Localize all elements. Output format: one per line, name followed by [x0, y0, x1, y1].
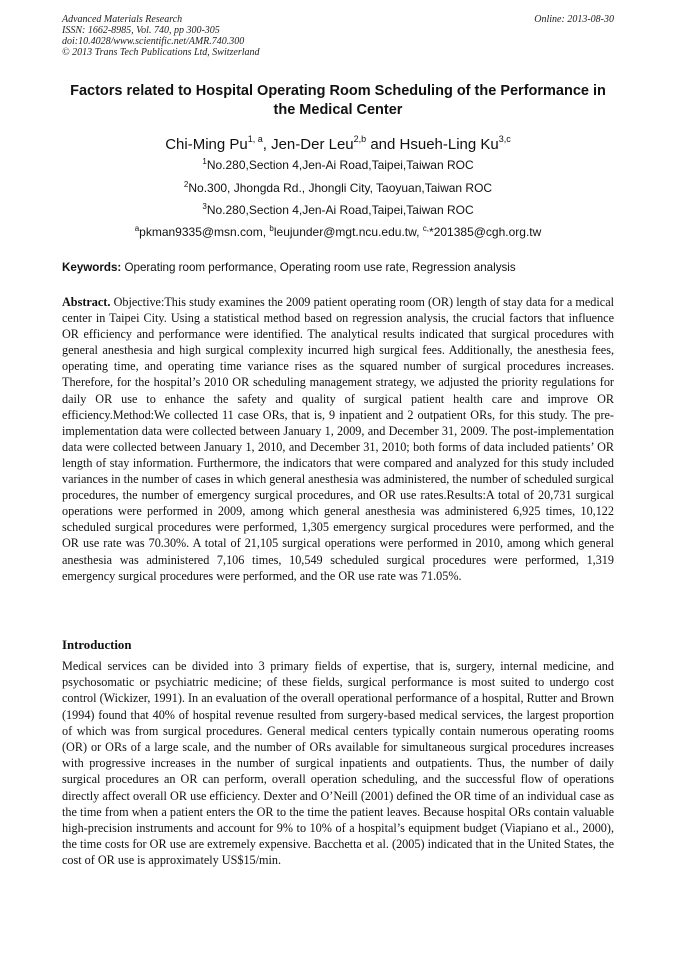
journal-header [62, 14, 614, 58]
author-name: Jen-Der Leu [271, 136, 354, 153]
doi-line: doi:10.4028/www.scientific.net/AMR.740.300 [62, 36, 245, 47]
email-line [62, 222, 614, 239]
email-marker: b [269, 224, 274, 233]
affiliation-text: No.280,Section 4,Jen-Ai Road,Taipei,Taiwan ROC [206, 158, 474, 172]
abstract-paragraph [62, 294, 614, 584]
author-superscript: 1, a [247, 134, 263, 144]
author-superscript: 2,b [353, 134, 367, 144]
issn-line: ISSN: 1662-8985, Vol. 740, pp 300-305 [62, 25, 220, 36]
keywords-line [62, 261, 614, 275]
introduction-heading: Introduction [62, 638, 132, 652]
author-name: Chi-Ming Pu [165, 136, 248, 153]
author-name: Hsueh-Ling Ku [399, 136, 499, 153]
journal-name: Advanced Materials Research [62, 14, 183, 25]
introduction-paragraph: Medical services can be divided into 3 primary fields of expertise, that is, surgery, internal medicine, and psychosomatic or psychiatric medicine; of these fields, surgical performance is most suited to undergo cost control (Wickizer, 1991). In an evaluation of the overall operational performance of a hospital, Rutter and Brown (1994) found that 40% of hospital revenue resulted from surgery-based medical services, the largest proportion of which was from surgical procedures. General medical centers typically contain numerous operating rooms (OR) or ORs of a large scale, and the number of ORs available for simultaneous surgical procedures increases with progressive increases in the number of surgical inpatients and outpatients. Thus, the number of daily surgical procedures an OR can perform, overall operation scheduling, and the successful flow of operations directly affect overall OR use efficiency. Dexter and O’Neill (2001) defined the OR time of an individual case as the time from when a patient enters the OR to the time the patient leaves. Because hospital ORs contain valuable high-precision instruments and account for 9% to 10% of a hospital’s equipment budget (Viapiano et al., 2000), the time costs for OR use are extremely expensive. Bacchetta et al. (2005) indicated that in the United States, the cost of OR use is approximately US$15/min. [62, 659, 614, 868]
abstract-label: Abstract. [62, 295, 111, 309]
author-list [62, 129, 614, 155]
affiliation-marker: 1 [202, 157, 207, 166]
copyright-line: © 2013 Trans Tech Publications Ltd, Switzerland [62, 47, 260, 58]
keywords-text: Operating room performance, Operating room use rate, Regression analysis [121, 261, 516, 274]
affiliation-2 [62, 178, 614, 195]
paper-title: Factors related to Hospital Operating Room Scheduling of the Performance in the Medical Center [70, 83, 606, 118]
email-marker: c, [422, 224, 430, 233]
affiliation-3 [62, 200, 614, 217]
abstract-text: Objective:This study examines the 2009 patient operating room (OR) length of stay data for a medical center in Taipei City. Using a statistical method based on regression analysis, the crucial factors that influence OR efficiency and performance were identified. The analytical results indicated that surgical procedures with general anesthesia and high surgical complexity incurred high surgical fees. Additionally, the anesthesia fees, operating time, and operating time variance rises as the squared number of surgical procedures increases. Therefore, for the hospital’s 2010 OR scheduling management strategy, we adjusted the priority regulations for daily OR use to enhance the safety and quality of surgical patient health care and improve OR efficiency.Method:We collected 11 case ORs, that is, 9 inpatient and 2 outpatient ORs, for this study. The pre-implementation data were collected between January 1, 2009, and December 31, 2009. The post-implementation data were collected between January 1, 2010, and December 31, 2010; both forms of data included patients’ OR length of stay information. Furthermore, the indicators that were compared and analyzed for this study included variances in the number of cases in which general anesthesia was administered, the number of scheduled surgical procedures, the number of emergency surgical procedures, and OR use rates.Results:A total of 20,731 surgical operations were performed in 2009, among which general anesthesia was administered 6,925 times, 10,122 scheduled surgical procedures were performed, 1,305 emergency surgical procedures were performed, and the OR use rate was 70.30%. A total of 21,105 surgical operations were performed in 2010, among which general anesthesia was administered 7,106 times, 10,549 scheduled surgical procedures were performed, 1,319 emergency surgical procedures were performed, and the OR use rate was 71.05%. [62, 295, 614, 583]
author-superscript: 3,c [498, 134, 511, 144]
email-marker: a [134, 224, 140, 233]
email-address: pkman9335@msn.com, [139, 225, 270, 239]
affiliation-marker: 3 [202, 202, 207, 211]
author-separator: , [262, 136, 272, 153]
affiliation-text: No.300, Jhongda Rd., Jhongli City, Taoyuan,Taiwan ROC [188, 181, 493, 195]
email-address: *201385@cgh.org.tw [429, 225, 542, 239]
online-date: Online: 2013-08-30 [534, 14, 614, 25]
author-separator: and [366, 136, 400, 153]
affiliation-text: No.280,Section 4,Jen-Ai Road,Taipei,Taiwan ROC [206, 203, 474, 217]
affiliation-1 [62, 155, 614, 172]
keywords-label: Keywords: [62, 261, 122, 274]
email-address: leujunder@mgt.ncu.edu.tw, [273, 225, 423, 239]
affiliation-marker: 2 [183, 180, 189, 189]
